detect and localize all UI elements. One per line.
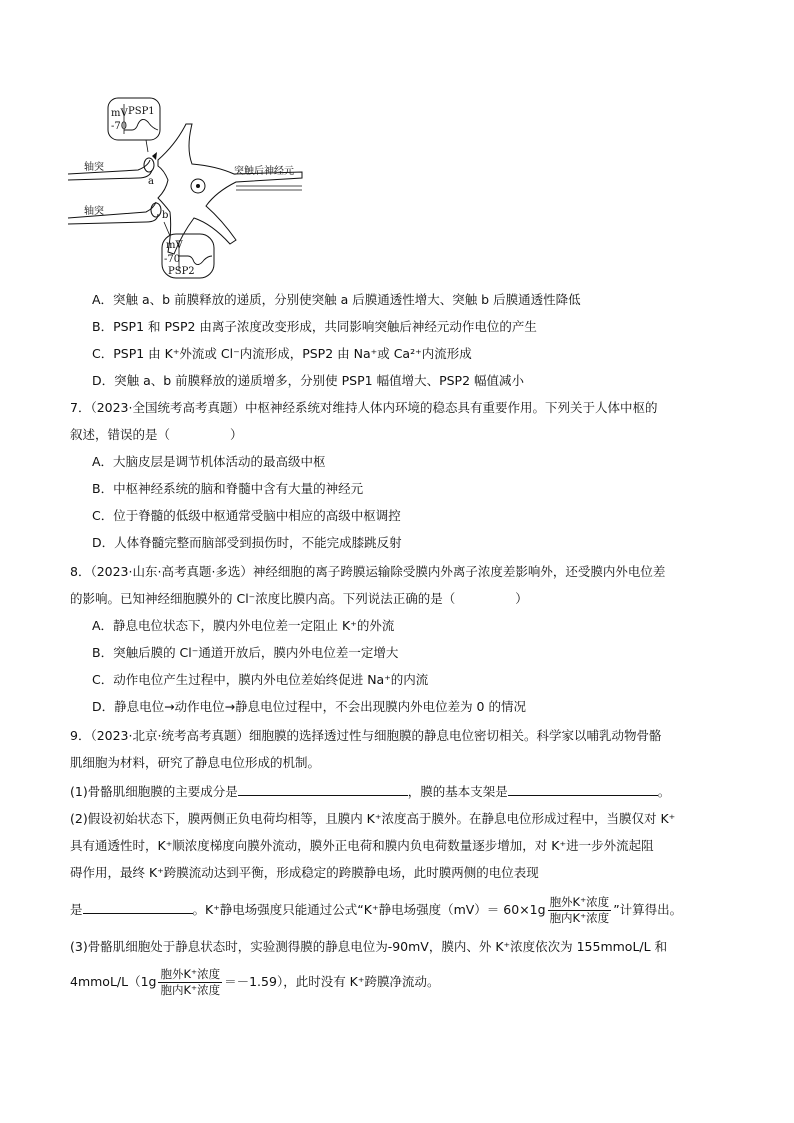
- q9-part2-line1: (2)假设初始状态下，膜两侧正负电荷均相等，且膜内 K⁺浓度高于膜外。在静息电位形成过程中，当膜仅对 K⁺: [70, 811, 676, 826]
- q9-part2-text-c: ”计算得出。: [613, 902, 683, 917]
- psp1-trace: [124, 119, 158, 130]
- psp2-label: PSP2: [168, 266, 195, 277]
- q8-stem-close: ）: [515, 591, 528, 606]
- q9-blank-3: [83, 899, 193, 914]
- q9-part1-text-a: (1)骨骼肌细胞膜的主要成分是: [70, 784, 238, 799]
- psp1-unit: mV: [111, 108, 128, 119]
- q9-formula-fraction: [548, 895, 612, 926]
- q9-part1: [70, 781, 670, 801]
- synapse-a-mark: a: [148, 176, 154, 187]
- q9-ratio-denominator: 胞内K⁺浓度: [160, 983, 221, 997]
- q9-stem-line2: 肌细胞为材料，研究了静息电位形成的机制。: [70, 755, 321, 770]
- q7-option-d: D．人体脊髓完整而脑部受到损伤时，不能完成膝跳反射: [92, 535, 402, 550]
- psp2-trace: [179, 256, 212, 265]
- q9-part1-text-c: 。: [657, 784, 671, 799]
- q9-part2-text-b: 。K⁺静电场强度只能通过公式“K⁺静电场强度（mV）＝ 60×1g: [192, 902, 546, 917]
- q8-option-b: B．突触后膜的 Cl⁻通道开放后，膜内外电位差一定增大: [92, 645, 399, 660]
- q9-formula-numerator: 胞外K⁺浓度: [549, 895, 610, 909]
- axon-bottom-label: 轴突: [84, 206, 104, 217]
- q9-formula-denominator: 胞内K⁺浓度: [549, 911, 610, 925]
- psp2-value: -70: [164, 254, 181, 265]
- q8-option-a: A．静息电位状态下，膜内外电位差一定阻止 K⁺的外流: [92, 618, 395, 633]
- q7-option-b: B．中枢神经系统的脑和脊髓中含有大量的神经元: [92, 481, 364, 496]
- q6-option-b: B．PSP1 和 PSP2 由离子浓度改变形成，共同影响突触后神经元动作电位的产生: [92, 319, 537, 334]
- neuron-synapse-figure: [66, 94, 306, 284]
- q8-option-c: C．动作电位产生过程中，膜内外电位差始终促进 Na⁺的内流: [92, 672, 429, 687]
- q9-stem-line1: 9．（2023·北京·统考高考真题）细胞膜的选择透过性与细胞膜的静息电位密切相关。科学家以哺乳动物骨骼: [70, 728, 662, 743]
- q7-option-a: A．大脑皮层是调节机体活动的最高级中枢: [92, 454, 326, 469]
- postsynaptic-neuron-label: 突触后神经元: [234, 166, 294, 177]
- q6-option-a: A．突触 a、b 前膜释放的递质，分别使突触 a 后膜通透性增大、突触 b 后膜通透性降低: [92, 292, 581, 307]
- q7-stem-line1: 7．（2023·全国统考高考真题）中枢神经系统对维持人体内环境的稳态具有重要作用。下列关于人体中枢的: [70, 400, 658, 415]
- q7-stem-text: 叙述，错误的是（: [70, 427, 171, 442]
- psp1-label: PSP1: [128, 106, 155, 117]
- q9-part1-text-b: ，膜的基本支架是: [407, 784, 508, 799]
- q9-ratio-fraction: [158, 967, 222, 998]
- q6-option-d: D．突触 a、b 前膜释放的递质增多，分别使 PSP1 幅值增大、PSP2 幅值减小: [92, 373, 525, 388]
- q9-ratio-numerator: 胞外K⁺浓度: [160, 967, 221, 981]
- q9-part2-line4: [70, 892, 682, 928]
- q9-part3-text-a: 4mmoL/L（1g: [70, 974, 157, 989]
- q7-stem-line2: [70, 426, 243, 444]
- synapse-b-mark: b: [162, 210, 169, 221]
- q9-part2-line3: 碍作用，最终 K⁺跨膜流动达到平衡，形成稳定的跨膜静电场，此时膜两侧的电位表现: [70, 865, 539, 880]
- q6-option-c: C．PSP1 由 K⁺外流或 Cl⁻内流形成，PSP2 由 Na⁺或 Ca²⁺内流形成: [92, 346, 472, 361]
- psp2-unit: mV: [166, 240, 183, 251]
- q8-stem-line2: [70, 590, 528, 608]
- psp1-value: -70: [111, 121, 128, 132]
- q9-blank-2: [508, 781, 658, 796]
- q8-option-d: D．静息电位→动作电位→静息电位过程中，不会出现膜内外电位差为 0 的情况: [92, 699, 526, 714]
- q8-stem-line1: 8．（2023·山东·高考真题·多选）神经细胞的离子跨膜运输除受膜内外离子浓度差影响外，还受膜内外电位差: [70, 564, 666, 579]
- q7-stem-close: ）: [230, 427, 243, 442]
- q7-option-c: C．位于脊髓的低级中枢通常受脑中相应的高级中枢调控: [92, 508, 401, 523]
- q9-blank-1: [238, 781, 408, 796]
- q9-part3-line2: [70, 964, 439, 1000]
- q9-part3-line1: (3)骨骼肌细胞处于静息状态时，实验测得膜的静息电位为-90mV，膜内、外 K⁺浓度依次为 155mmoL/L 和: [70, 939, 668, 954]
- q9-part3-text-b: ＝－1.59），此时没有 K⁺跨膜净流动。: [224, 974, 440, 989]
- q9-part2-text-a: 是: [70, 902, 83, 917]
- axon-top-label: 轴突: [84, 162, 104, 173]
- psp1-recording-box: [108, 98, 160, 140]
- q9-part2-line2: 具有通透性时，K⁺顺浓度梯度向膜外流动，膜外正电荷和膜内负电荷数量逐步增加，对 K⁺进一步外流起阻: [70, 838, 654, 853]
- q8-stem-text: 的影响。已知神经细胞膜外的 Cl⁻浓度比膜内高。下列说法正确的是（: [70, 591, 456, 606]
